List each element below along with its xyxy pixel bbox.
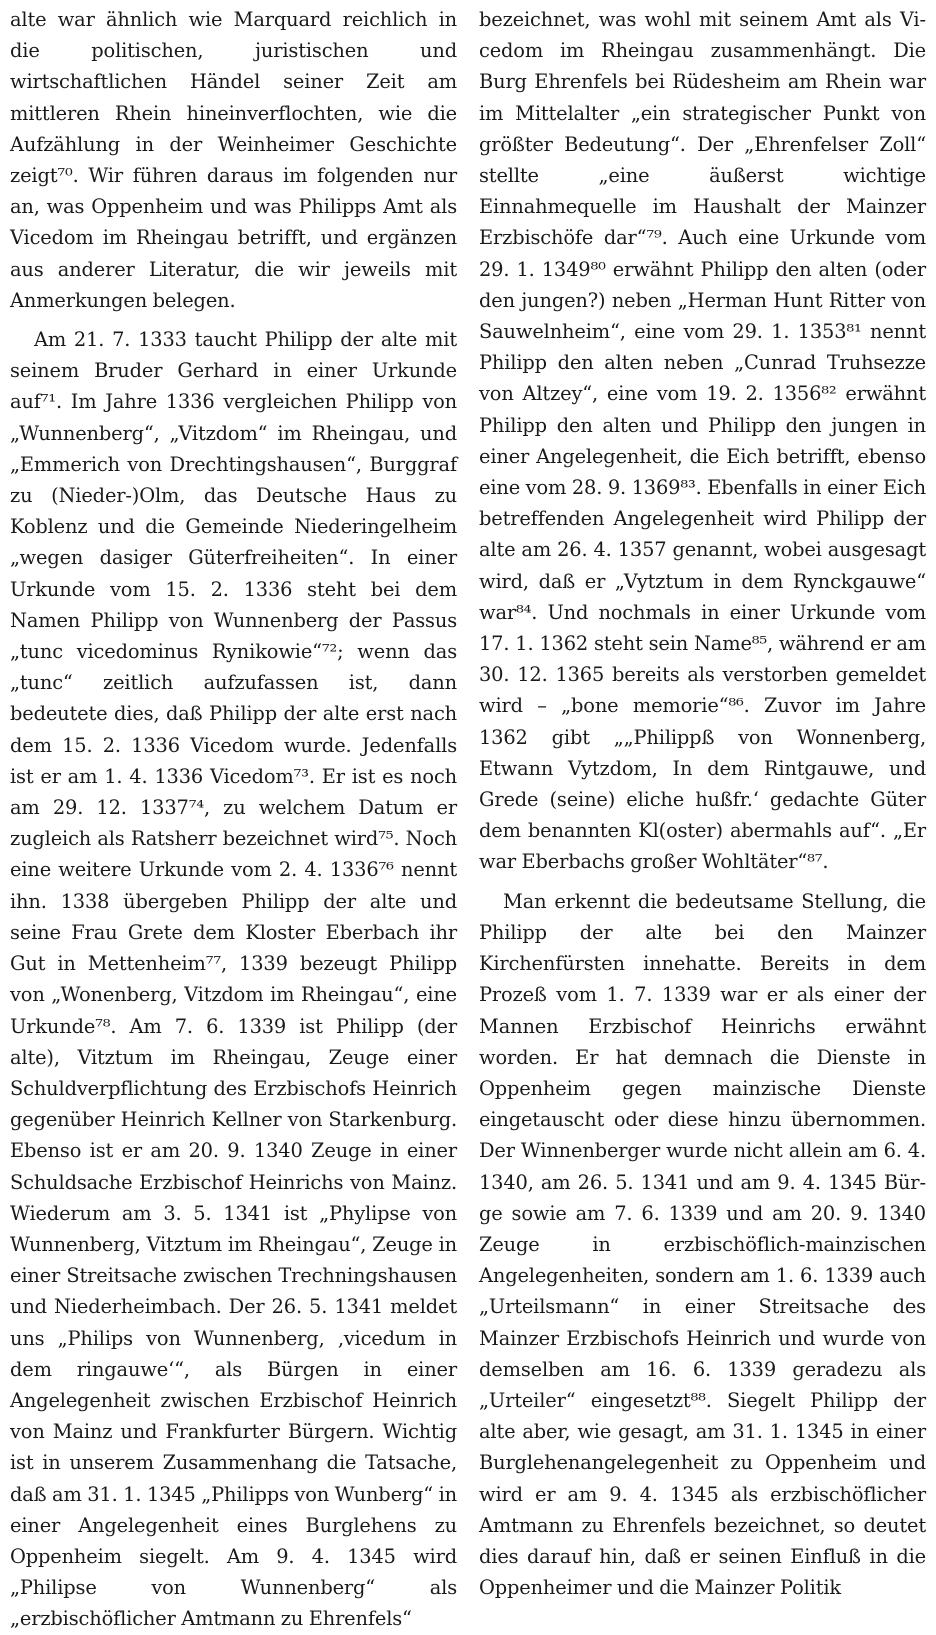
paragraph: Am 21. 7. 1333 taucht Philipp der alte mit seinem Bruder Gerhard in einer Urkunde auf⁷¹. Im Jahre 1336 vergleichen Philipp von „Wunnenberg“, „Vitzdom“ im Rheingau, und „Emmerich von Drechtingshausen“, Burggraf zu (Nieder-)Olm, das Deutsche Haus zu Koblenz und die Gemeinde Niederingelheim „wegen dasiger Güterfreiheiten“. In einer Urkunde vom 15. 2. 1336 steht bei dem Namen Philipp von Wunnenberg der Passus „tunc vicedominus Rynikowie“⁷²; wenn das „tunc“ zeitlich aufzufassen ist, dann bedeutete dies, daß Philipp der alte erst nach dem 15. 2. 1336 Vicedom wurde. Jedenfalls ist er am 1. 4. 1336 Vicedom⁷³. Er ist es noch am 29. 12. 1337⁷⁴, zu welchem Datum er zugleich als Ratsherr bezeichnet wird⁷⁵. Noch eine weitere Urkunde vom 2. 4. 1336⁷⁶ nennt ihn. 1338 übergeben Philipp der alte und seine Frau Grete dem Kloster Eberbach ihr Gut in Mettenheim⁷⁷, 1339 bezeugt Philipp von „Wonenberg, Vitzdom im Rheingau“, eine Urkunde⁷⁸. Am 7. 6. 1339 ist Philipp (der alte), Vitztum im Rheingau, Zeuge einer Schuldverpflichtung des Erzbischofs Heinrich gegenüber Heinrich Kellner von Starkenburg. Ebenso ist er am 20. 9. 1340 Zeuge in einer Schuldsache Erzbischof Heinrichs von Mainz. Wiederum am 3. 5. 1341 ist „Phylipse von Wunnenberg, Vitztum im Rheingau“, Zeuge in einer Streitsache zwischen Trechningshausen und Niederheimbach. Der 26. 5. 1341 meldet uns „Philips von Wunnenberg, ‚vicedum in dem ringauwe‘“, als Bürgen in einer Angelegenheit zwischen Erzbischof Heinrich von Mainz und Frankfurter Bürgern. Wichtig ist in unserem Zusammenhang die Tatsache, daß am 31. 1. 1345 „Philipps von Wunberg“ in einer Angelegenheit eines Burglehens zu Oppenheim siegelt. Am 9. 4. 1345 wird „Philipse von Wunnenberg“ als „erzbischöflicher Amtmann zu Ehrenfels“	[10, 328, 457, 1631]
paragraph: alte war ähnlich wie Marquard reichlich in die politischen, juristischen und wirtschaftlichen Händel seiner Zeit am mittleren Rhein hineinverflochten, wie die Aufzählung in der Weinheimer Geschichte zeigt⁷⁰. Wir führen daraus im folgenden nur an, was Oppenheim und was Philipps Amt als Vicedom im Rheingau betrifft, und ergänzen aus anderer Literatur, die wir jeweils mit Anmerkungen belegen.	[10, 8, 457, 312]
right-column	[479, 4, 926, 1600]
paragraph: Man erkennt die bedeutsame Stellung, die Philipp der alte bei den Mainzer Kirchenfürsten innehatte. Bereits in dem Prozeß vom 1. 7. 1339 war er als einer der Mannen Erzbischof Heinrichs erwähnt worden. Er hat demnach die Dienste in Oppenheim gegen mainzische Dienste eingetauscht oder diese hinzu übernommen. Der Winnenberger wurde nicht allein am 6. 4. 1340, am 26. 5. 1341 und am 9. 4. 1345 Bürge sowie am 7. 6. 1339 und am 20. 9. 1340 Zeuge in erzbischöflich-mainzischen Angelegenheiten, sondern am 1. 6. 1339 auch „Urteilsmann“ in einer Streitsache des Mainzer Erzbischofs Heinrich und wurde von demselben am 16. 6. 1339 geradezu als „Urteiler“ eingesetzt⁸⁸. Siegelt Philipp der alte aber, wie gesagt, am 31. 1. 1345 in einer Burglehenangelegenheit zu Oppenheim und wird er am 9. 4. 1345 als erzbischöflicher Amtmann zu Ehrenfels bezeichnet, so deutet dies darauf hin, daß er seinen Einfluß in die Oppenheimer und die Mainzer Politik	[479, 889, 926, 1600]
left-column	[10, 4, 457, 1631]
paragraph: bezeichnet, was wohl mit seinem Amt als Vicedom im Rheingau zusammenhängt. Die Burg Ehrenfels bei Rüdesheim am Rhein war im Mittelalter „ein strategischer Punkt von größter Bedeutung“. Der „Ehrenfelser Zoll“ stellte „eine äußerst wichtige Einnahmequelle im Haushalt der Mainzer Erzbischöfe dar“⁷⁹. Auch eine Urkunde vom 29. 1. 1349⁸⁰ erwähnt Philipp den alten (oder den jungen?) neben „Herman Hunt Ritter von Sauwelnheim“, eine vom 29. 1. 1353⁸¹ nennt Philipp den alten neben „Cunrad Truhsezze von Altzey“, eine vom 19. 2. 1356⁸² erwähnt Philipp den alten und Philipp den jungen in einer Angelegenheit, die Eich betrifft, ebenso eine vom 28. 9. 1369⁸³. Ebenfalls in einer Eich betreffenden Angelegenheit wird Philipp der alte am 26. 4. 1357 genannt, wobei ausgesagt wird, daß er „Vytztum in dem Rynckgauwe“ war⁸⁴. Und nochmals in einer Urkunde vom 17. 1. 1362 steht sein Name⁸⁵, während er am 30. 12. 1365 bereits als verstorben gemeldet wird – „bone memorie“⁸⁶. Zuvor im Jahre 1362 gibt „„Philippß von Wonnenberg, Etwann Vytzdom, In dem Rintgauwe, und Grede (seine) eliche hußfr.‘ gedachte Güter dem benannten Kl(oster) abermahls auf“. „Er war Eberbachs großer Wohltäter“⁸⁷.	[479, 8, 926, 874]
